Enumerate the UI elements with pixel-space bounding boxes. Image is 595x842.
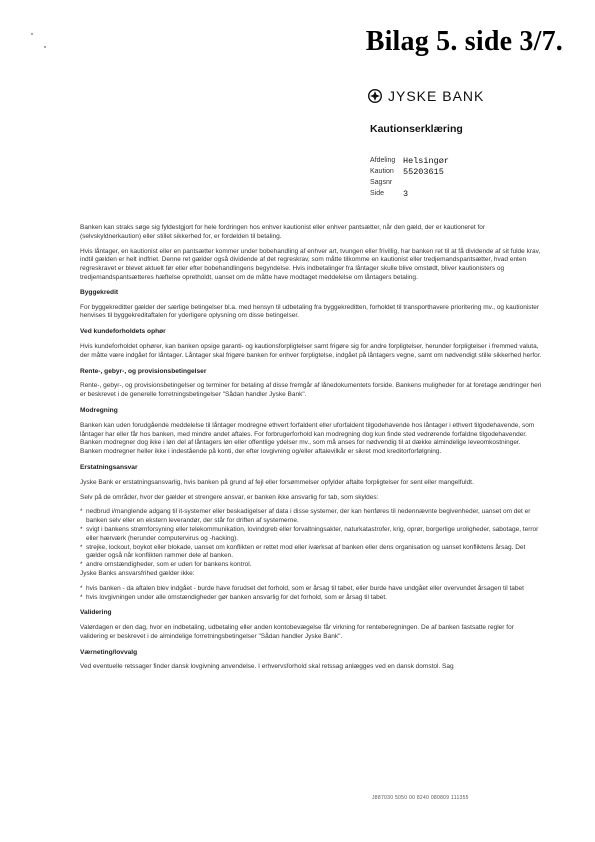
meta-value: 55203615	[403, 166, 444, 177]
meta-label: Side	[370, 190, 385, 197]
section-text: Rente-, gebyr-, og provisionsbetingelser og terminer for betaling af disse fremgår af lånedokumentets forside. Bankens muligheder for at foretage ændringer heri er beskrevet i de generelle forretningsbetingelser "Sådan handler Jyske Bank".	[80, 382, 542, 399]
scan-speck	[31, 33, 33, 35]
meta-value: Helsingør	[403, 155, 449, 166]
meta-label: Afdeling	[370, 157, 396, 164]
section-text: Banken kan uden forudgående meddelelse til låntager modregne ethvert forfaldent eller uforfaldent tilgodehavende hos låntager i ethvert tilgodehavende, som låntager har eller får hos banken, med mindre andet aftales. For forbrugerforhold kan modregning dog kun finde sted vedrørende forfaldne tilgodehavender. Banken modregner dog ikke i løn del af låntagers løn eller offentlige ydelser mv., som må anses for nødvendig til at dække almindelige leveomkostninger. Banken modregner heller ikke i indestående på konti, der efter lovgivning og/eller aftalevilkår er sikret mod kreditorforfølgning.	[80, 421, 535, 456]
meta-label: Sagsnr	[370, 179, 393, 186]
form-code: J887030 5050 00 8240 080809 111355	[372, 795, 469, 801]
document-body	[80, 224, 542, 679]
bilag-label: Bilag 5. side 3/7.	[365, 26, 563, 57]
section-byggekredit	[80, 289, 542, 321]
document-title: Kautionserklæring	[370, 123, 463, 135]
jyske-bank-logo-icon	[368, 89, 382, 103]
bank-logo	[368, 88, 484, 104]
section-heading: Erstatningsansvar	[80, 463, 138, 471]
section-validering	[80, 609, 542, 641]
meta-row	[370, 188, 449, 199]
meta-value: 3	[403, 188, 409, 199]
list-item: * strejke, lockout, boykot eller blokade, uanset om konflikten er rettet mod eller iværksat af banken eller dens organisation og uanset konfliktens årsag. Det gælder også når konflikten rammer dele af banken.	[80, 544, 542, 562]
brand-name: JYSKE BANK	[388, 88, 485, 104]
section-heading: Byggekredit	[80, 288, 119, 296]
section-text: Hvis kundeforholdet ophører, kan banken opsige garanti- og kautionsforpligtelser samt frigøre sig for andre forpligtelser, herunder forpligtelser i fremmed valuta, der måtte være indgået for låntager. Låntager skal frigøre banken for enhver forpligtelse, indgået på låntagers vegne, samt om nødvendigt stille sikkerhed herfor.	[80, 342, 542, 359]
meta-row	[370, 155, 449, 166]
section-text: Jyske Bank er erstatningsansvarlig, hvis banken på grund af fejl eller forsømmelser opfylder aftalte forpligtelser for sent eller mangelfuldt.	[80, 478, 474, 486]
list-item: * svigt i bankens strømforsyning eller telekommunikation, lovindgreb eller forvaltningsakter, naturkatastrofer, krig, oprør, borgerlige uroligheder, sabotage, terror eller hærværk (herunder computervirus og -hacking).	[80, 526, 542, 544]
list-item: * nedbrud i/manglende adgang til it-systemer eller beskadigelser af data i disse systemer, der kan henføres til nedennævnte begivenheder, uanset om det er banken selv eller en ekstern leverandør, der står for driften af systemerne.	[80, 508, 542, 526]
scan-speck	[44, 46, 46, 48]
section-kundeforhold	[80, 328, 542, 360]
section-text: Jyske Banks ansvarsfrihed gælder ikke:	[80, 569, 195, 577]
section-heading: Ved kundeforholdets ophør	[80, 328, 166, 336]
list-item-text: svigt i bankens strømforsyning eller telekommunikation, lovindgreb eller forvaltningsakter, naturkatastrofer, krig, oprør, borgerlige uroligheder, sabotage, terror eller hærværk (herunder computervirus og -hacking).	[86, 525, 539, 542]
list-item: * hvis lovgivningen under alle omstændigheder gør banken ansvarlig for det forhold, som er årsag til tabet.	[80, 593, 387, 601]
section-heading: Modregning	[80, 406, 118, 414]
section-text: For byggekreditter gælder der særlige betingelser bl.a. med hensyn til udbetaling fra byggekreditten, forholdet til transporthavere prioritering mv., og kautionister henvises til byggekreditaftalen for yderligere oplysning om disse betingelser.	[80, 303, 540, 320]
list-item-text: hvis banken - da aftalen blev indgået - burde have forudset det forhold, som er årsag til tabet, eller burde have undgået eller overvundet årsagen til tabet	[86, 584, 524, 592]
meta-row	[370, 177, 449, 188]
list-item-text: strejke, lockout, boykot eller blokade, uanset om konflikten er rettet mod eller iværksat af banken eller dens organisation og uanset konfliktens årsag. Det gælder også når konflikten rammer dele af banken.	[86, 543, 526, 560]
meta-row	[370, 166, 449, 177]
list-item: * andre omstændigheder, som er uden for bankens kontrol.	[80, 561, 252, 569]
section-rente	[80, 368, 542, 400]
section-modregning	[80, 407, 542, 457]
section-text: Ved eventuelle retssager finder dansk lovgivning anvendelse. I erhvervsforhold skal retssag anlægges ved en dansk domstol. Sag	[80, 663, 454, 671]
list-item-text: hvis lovgivningen under alle omstændigheder gør banken ansvarlig for det forhold, som er årsag til tabet.	[86, 593, 387, 601]
section-heading: Rente-, gebyr-, og provisionsbetingelser	[80, 367, 207, 375]
section-text: Selv på de områder, hvor der gælder et strengere ansvar, er banken ikke ansvarlig for tab, som skyldes:	[80, 493, 379, 501]
list-item-text: andre omstændigheder, som er uden for bankens kontrol.	[86, 561, 252, 569]
list-item-text: nedbrud i/manglende adgang til it-systemer eller beskadigelser af data i disse systemer, der kan henføres til nedennævnte begivenheder, uanset om det er banken selv eller en ekstern leverandør, der står for driften af systemerne.	[86, 508, 531, 525]
section-erstatning	[80, 464, 542, 602]
intro-paragraph: Banken kan straks søge sig fyldestgjort for hele fordringen hos enhver kautionist eller enhver pantsætter, når den gæld, der er kautioneret for (selvskyldnerkaution) eller stillet sikkerhed for, er fordelden til betaling.	[80, 224, 486, 240]
intro-paragraph: Hvis låntager, en kautionist eller en pantsætter kommer under bobehandling af enhver art, tvungen eller frivillig, har banken ret til at få dividende af sit fulde krav, indtil gælden er helt indfriet. Denne ret gælder også dividende af det regreskrav, som måtte tilkomme en kautionist eller tredjemandspantsætter, hvad enten regreskravet er blevet aktuelt før eller efter bobehandlingens begyndelse. Hvis indbetalinger fra låntager skulle blive omstødt, bliver kautionisters og tredjemandspantsætteres hæftelse opretholdt, uanset om de måtte have modtaget meddelelse om låntagers betaling.	[80, 247, 541, 281]
section-heading: Validering	[80, 609, 112, 617]
section-heading: Værneting/lovvalg	[80, 648, 138, 656]
section-vaerneting	[80, 649, 542, 673]
meta-label: Kaution	[370, 168, 394, 175]
meta-block	[370, 155, 449, 199]
section-text: Valørdagen er den dag, hvor en indbetaling, udbetaling eller anden kontobevægelse får virkning for renteberegningen. De af banken fastsatte regler for validering er beskrevet i de almindelige forretningsbetingelser "Sådan handler Jyske Bank".	[80, 624, 514, 640]
list-item: * hvis banken - da aftalen blev indgået - burde have forudset det forhold, som er årsag til tabet, eller burde have undgået eller overvundet årsagen til tabet	[80, 584, 524, 592]
